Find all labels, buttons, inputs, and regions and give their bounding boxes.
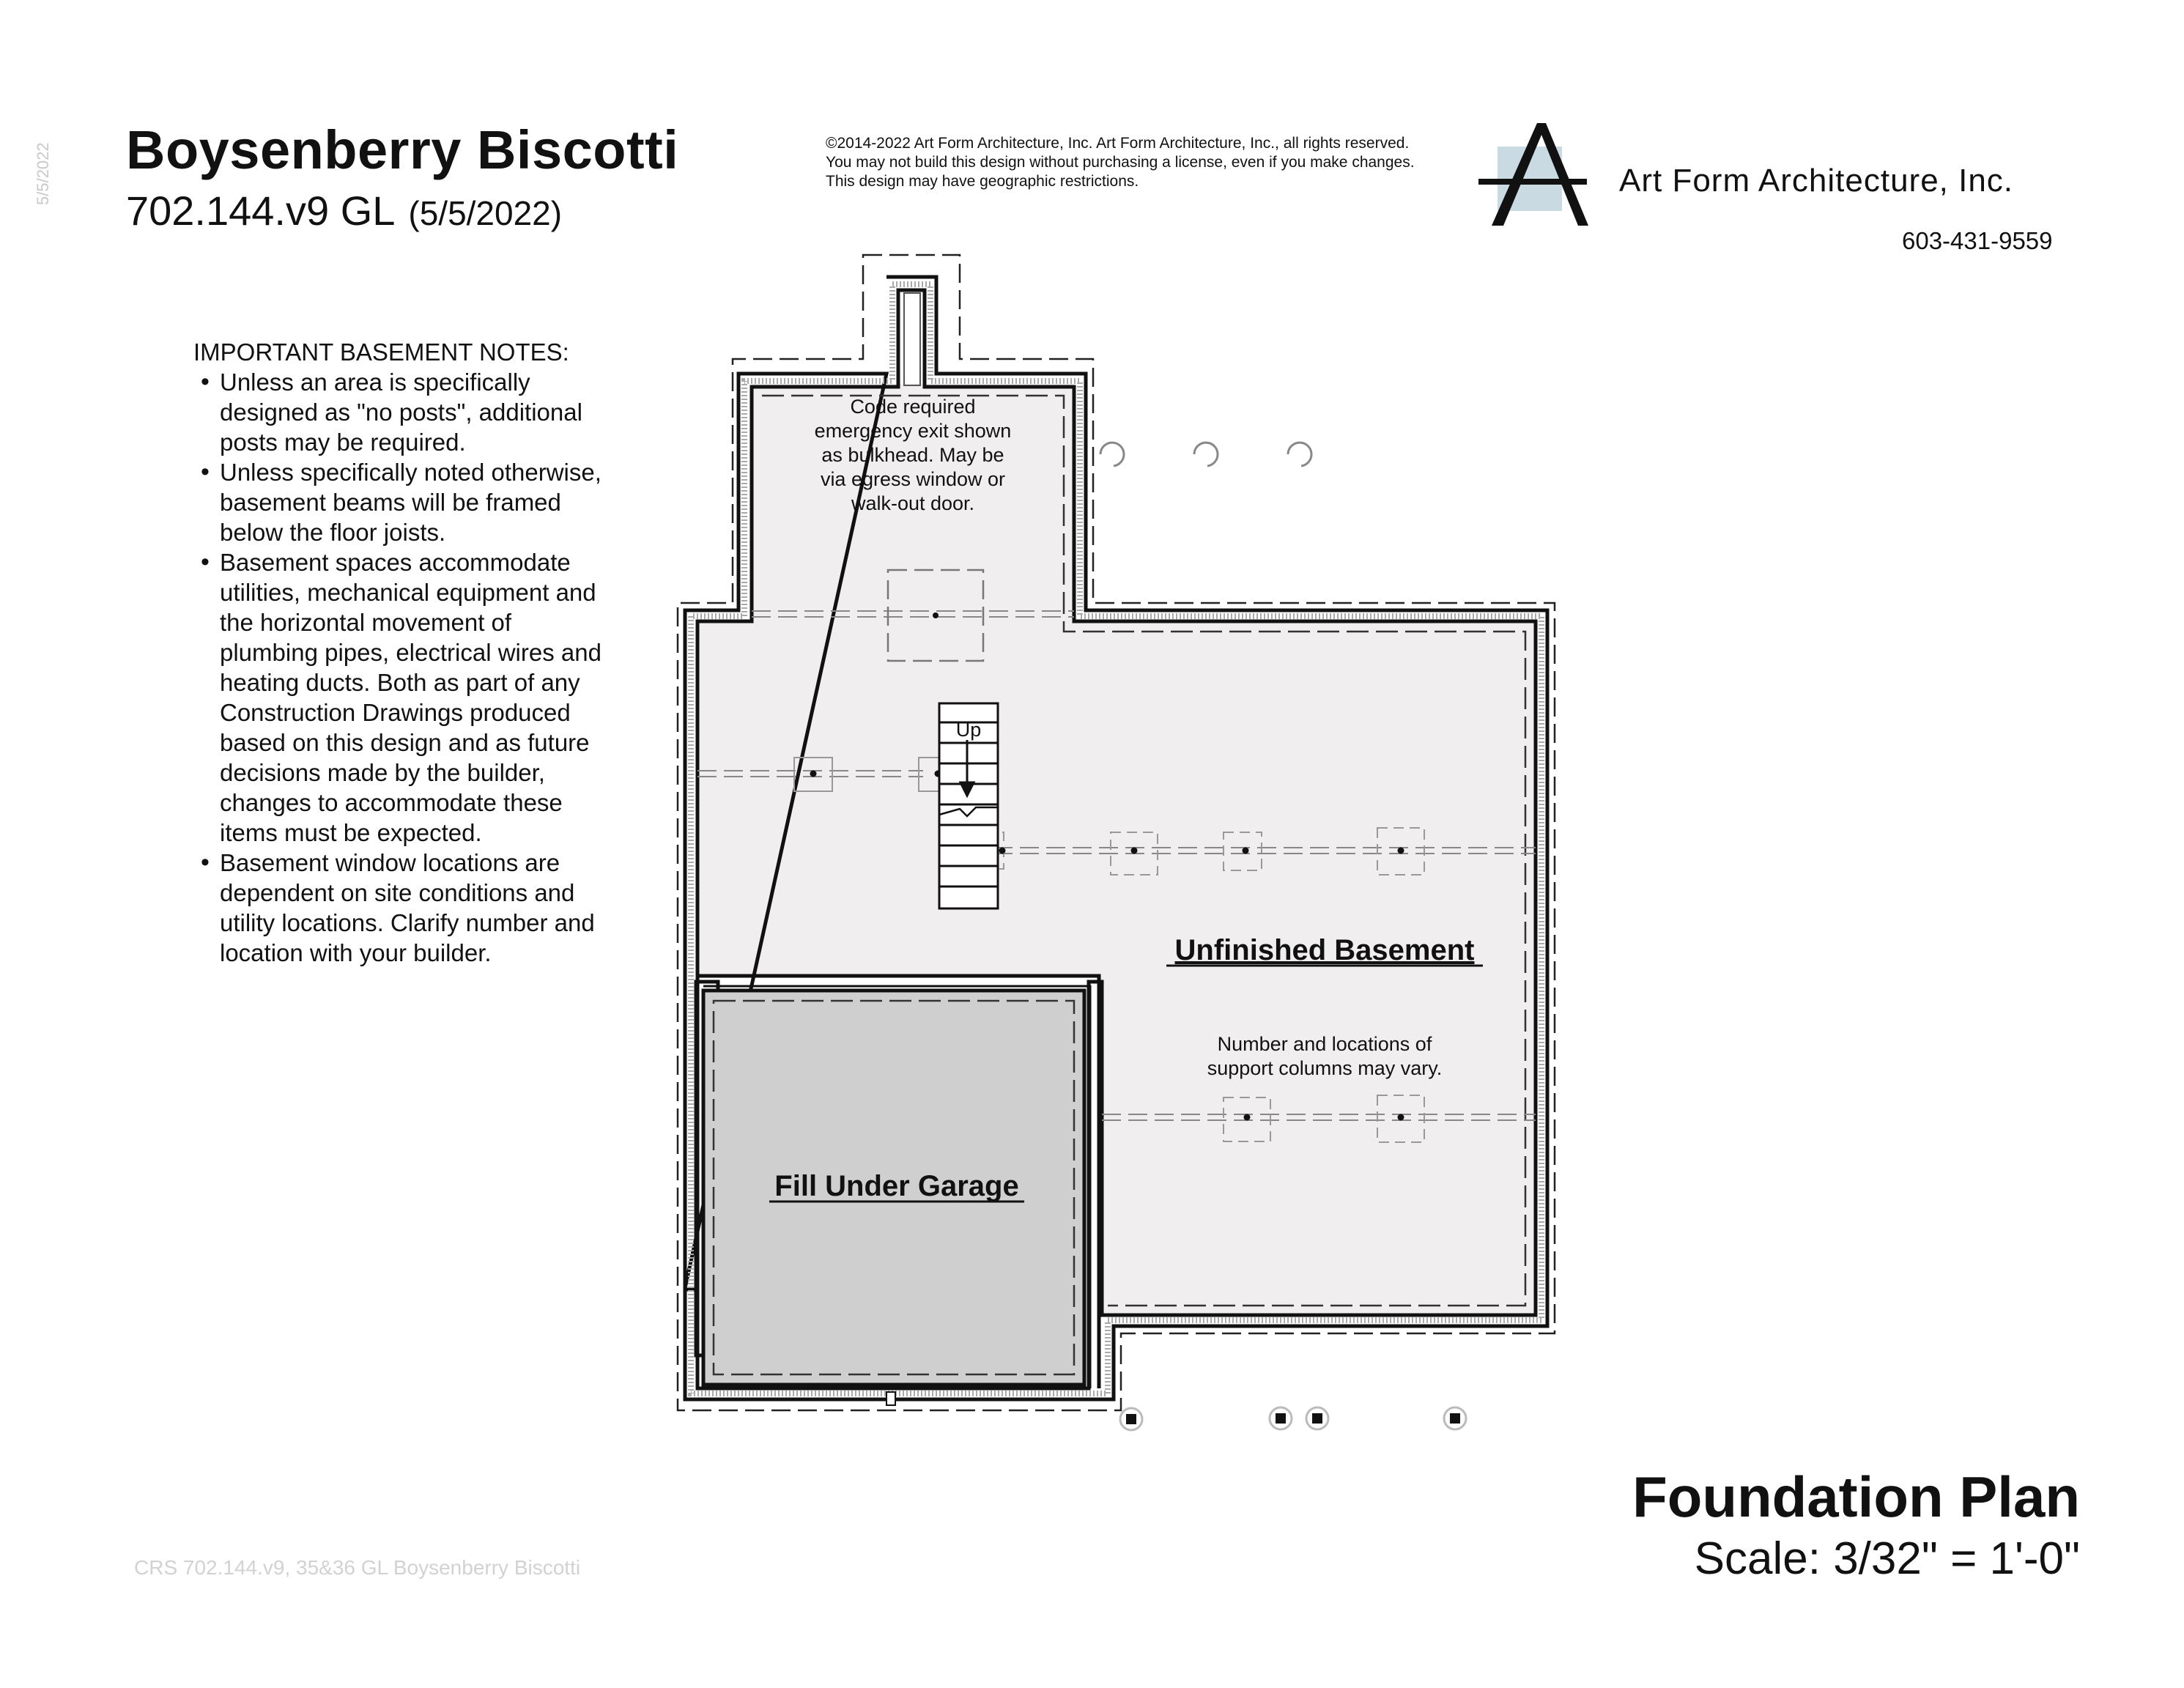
bulkhead-projection — [904, 293, 920, 385]
note-item: • Unless an area is specifically designed as "no posts", additional posts may be required. — [193, 367, 604, 457]
egress-note-line: Code required — [850, 396, 976, 418]
plan-code — [126, 187, 562, 234]
side-date: 5/5/2022 — [34, 142, 52, 205]
notes-heading: IMPORTANT BASEMENT NOTES: — [193, 338, 569, 366]
exterior-deck-piers — [1120, 1407, 1466, 1430]
art-form-logo-icon — [1478, 123, 1596, 233]
notes-list — [193, 367, 604, 968]
basement-label: Unfinished Basement — [1174, 934, 1475, 966]
sheet-scale: Scale: 3/32" = 1'-0" — [1694, 1533, 2080, 1584]
exterior-arc-markers — [1100, 443, 1311, 466]
copyright-notice: ©2014-2022 Art Form Architecture, Inc. Art Form Architecture, Inc., all rights reserved. You may not build this design without purchasing a license, even if you make changes. This design may have geographic restrictions. — [826, 135, 1415, 190]
foundation-plan-drawing — [659, 249, 1583, 1436]
bulkhead-post-dot — [933, 612, 939, 618]
plan-code-text: 702.144.v9 GL — [126, 188, 396, 234]
basement-notes — [193, 337, 604, 968]
columns-note-line: support columns may vary. — [1207, 1057, 1443, 1079]
garage-label: Fill Under Garage — [774, 1170, 1019, 1202]
egress-note-line: via egress window or — [820, 468, 1006, 490]
columns-note-line: Number and locations of — [1217, 1033, 1432, 1055]
note-item: • Basement spaces accommodate utilities, mechanical equipment and the horizontal movement of plumbing pipes, electrical wires and heating ducts. Both as part of any Construction Drawings produced based on this design and as future decisions made by the builder, changes to accommodate these items must be expected. — [193, 547, 604, 848]
stair-label: Up — [955, 719, 982, 741]
logo-a-bar — [1478, 179, 1587, 185]
egress-note-line: as bulkhead. May be — [821, 444, 1004, 466]
plan-date: (5/5/2022) — [408, 194, 563, 232]
company-phone: 603-431-9559 — [1902, 227, 2053, 254]
egress-note-line: walk-out door. — [851, 492, 975, 514]
garage-pier — [886, 1392, 895, 1405]
note-item: • Unless specifically noted otherwise, basement beams will be framed below the floor joists. — [193, 457, 604, 547]
drawing-reference: CRS 702.144.v9, 35&36 GL Boysenberry Biscotti — [134, 1556, 581, 1579]
sheet-title: Foundation Plan — [1632, 1465, 2080, 1529]
company-name: Art Form Architecture, Inc. — [1619, 163, 2014, 199]
plan-title-name: Boysenberry Biscotti — [126, 119, 679, 180]
note-item: • Basement window locations are dependent on site conditions and utility locations. Clarify number and location with your builder. — [193, 848, 604, 968]
egress-note-line: emergency exit shown — [814, 420, 1012, 442]
